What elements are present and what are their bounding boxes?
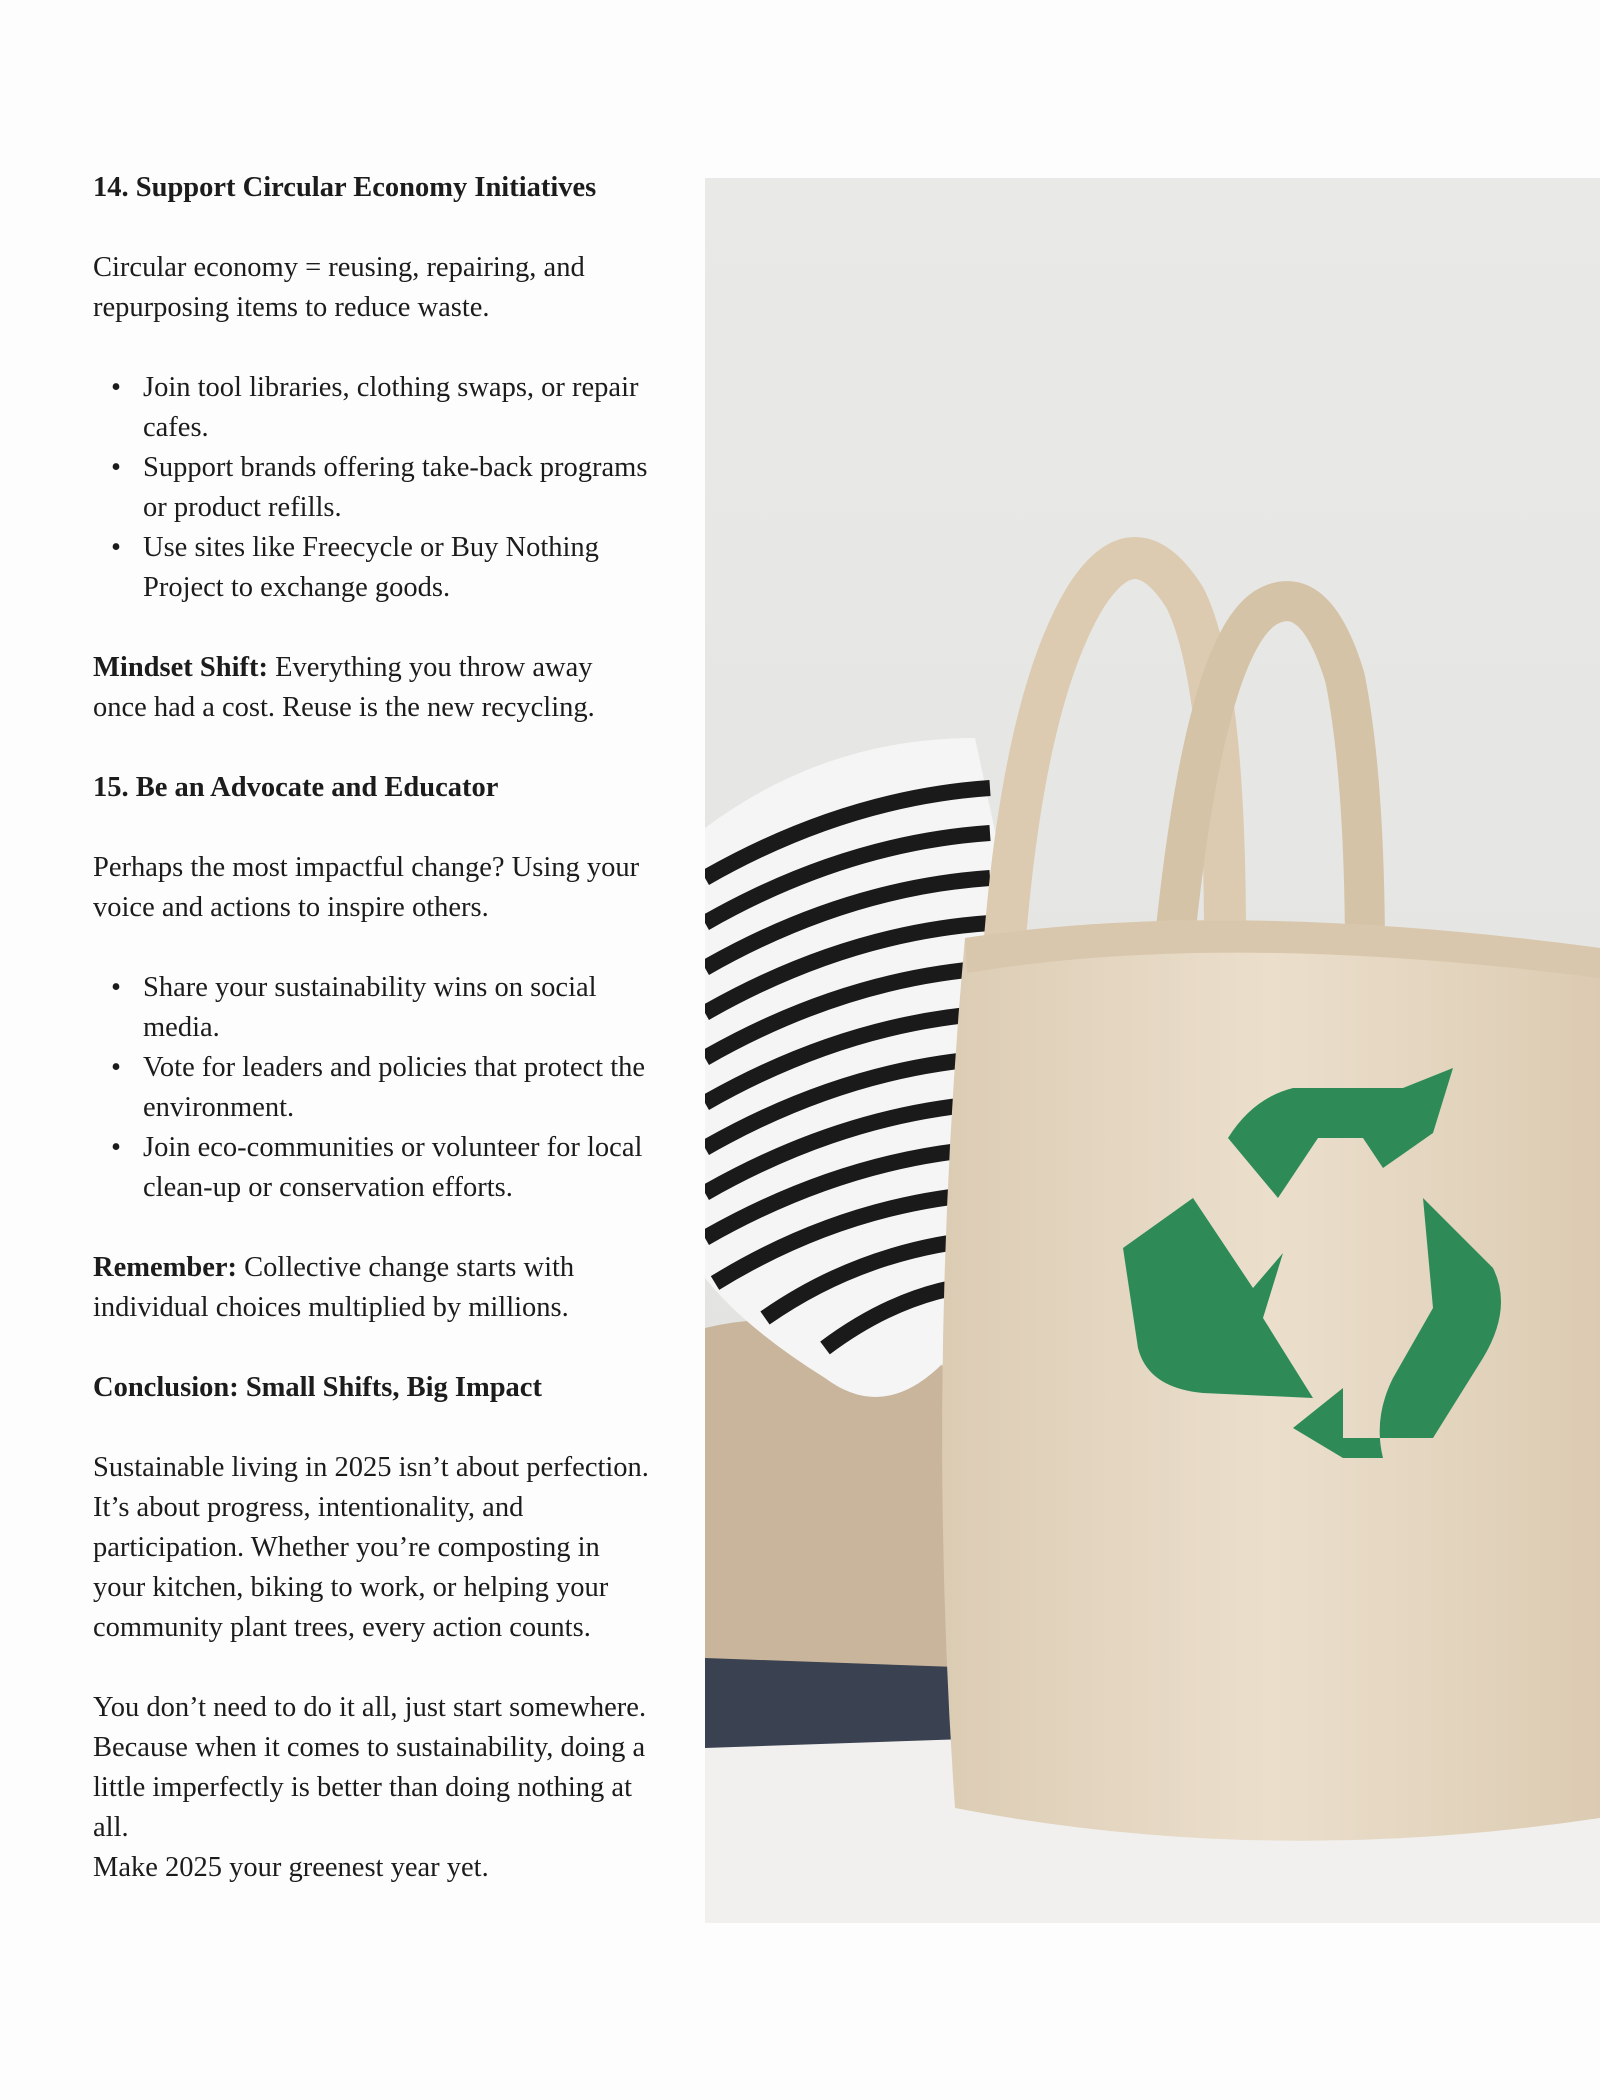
mindset-shift-note [93, 648, 653, 728]
list-item: • Share your sustainability wins on social media. [93, 968, 653, 1048]
photo-illustration [705, 178, 1600, 1923]
section-15-list [93, 968, 653, 1208]
list-item: • Vote for leaders and policies that protect the environment. [93, 1048, 653, 1128]
section-14-heading: 14. Support Circular Economy Initiatives [93, 172, 597, 203]
section-15-heading: 15. Be an Advocate and Educator [93, 772, 499, 803]
article-text [93, 168, 653, 1888]
list-item: • Join tool libraries, clothing swaps, or repair cafes. [93, 368, 653, 448]
conclusion-heading: Conclusion: Small Shifts, Big Impact [93, 1372, 542, 1403]
tote-bag-photo [705, 178, 1600, 1923]
note-text: Everything you throw away once had a cost. Reuse is the new recycling. [93, 652, 595, 723]
section-15-intro: Perhaps the most impactful change? Using your voice and actions to inspire others. [93, 852, 640, 923]
conclusion-paragraph-2: You don’t need to do it all, just start somewhere. Because when it comes to sustainability, doing a little imperfectly is better than doing nothing at all. [93, 1692, 647, 1843]
conclusion-paragraph-3: Make 2025 your greenest year yet. [93, 1852, 489, 1883]
section-14-intro: Circular economy = reusing, repairing, and repurposing items to reduce waste. [93, 252, 585, 323]
note-lead: Remember: [93, 1252, 238, 1283]
conclusion-paragraph-1: Sustainable living in 2025 isn’t about perfection. It’s about progress, intentionality, and participation. Whether you’re composting in your kitchen, biking to work, or helping your community plant trees, every action counts. [93, 1452, 649, 1643]
list-item: • Join eco-communities or volunteer for local clean-up or conservation efforts. [93, 1128, 653, 1208]
list-item: • Use sites like Freecycle or Buy Nothing Project to exchange goods. [93, 528, 653, 608]
remember-note [93, 1248, 653, 1328]
note-text: Collective change starts with individual choices multiplied by millions. [93, 1252, 575, 1323]
note-lead: Mindset Shift: [93, 652, 268, 683]
list-item: • Support brands offering take-back programs or product refills. [93, 448, 653, 528]
section-14-list [93, 368, 653, 608]
